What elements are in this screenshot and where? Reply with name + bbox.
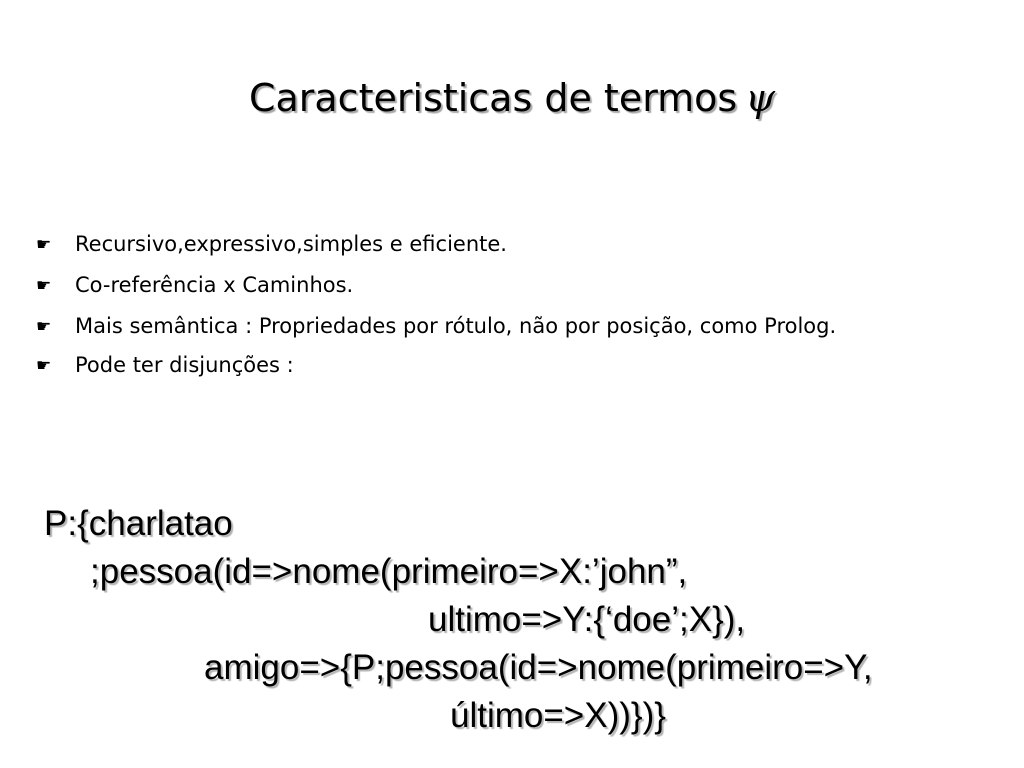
bullet-item xyxy=(36,228,936,260)
slide-title xyxy=(0,70,1024,126)
pointing-hand-icon: ☛ xyxy=(36,276,52,296)
pointing-hand-icon: ☛ xyxy=(36,235,52,255)
bullet-text: Co-referência x Caminhos. xyxy=(75,273,354,297)
pointing-hand-icon: ☛ xyxy=(36,356,52,376)
bullet-text: Mais semântica : Propriedades por rótulo, não por posição, como Prolog. xyxy=(75,314,837,338)
slide-title-text: Caracteristicas de termos xyxy=(248,76,738,120)
code-line: ;pessoa(id=>nome(primeiro=>X:’john”, xyxy=(90,552,688,591)
psi-symbol: ψ xyxy=(745,76,776,120)
bullet-item xyxy=(36,310,936,342)
bullet-item xyxy=(36,349,936,381)
bullet-list xyxy=(36,228,936,390)
code-example xyxy=(44,500,873,740)
pointing-hand-icon: ☛ xyxy=(36,317,52,337)
bullet-item xyxy=(36,269,936,301)
bullet-text: Pode ter disjunções : xyxy=(75,353,294,377)
code-line: amigo=>{P;pessoa(id=>nome(primeiro=>Y, xyxy=(204,648,873,687)
code-line: ultimo=>Y:{‘doe’;X}), xyxy=(428,600,746,639)
code-line: P:{charlatao xyxy=(44,504,233,543)
bullet-text: Recursivo,expressivo,simples e eficiente. xyxy=(75,232,507,256)
code-line: último=>X))})} xyxy=(450,696,666,735)
